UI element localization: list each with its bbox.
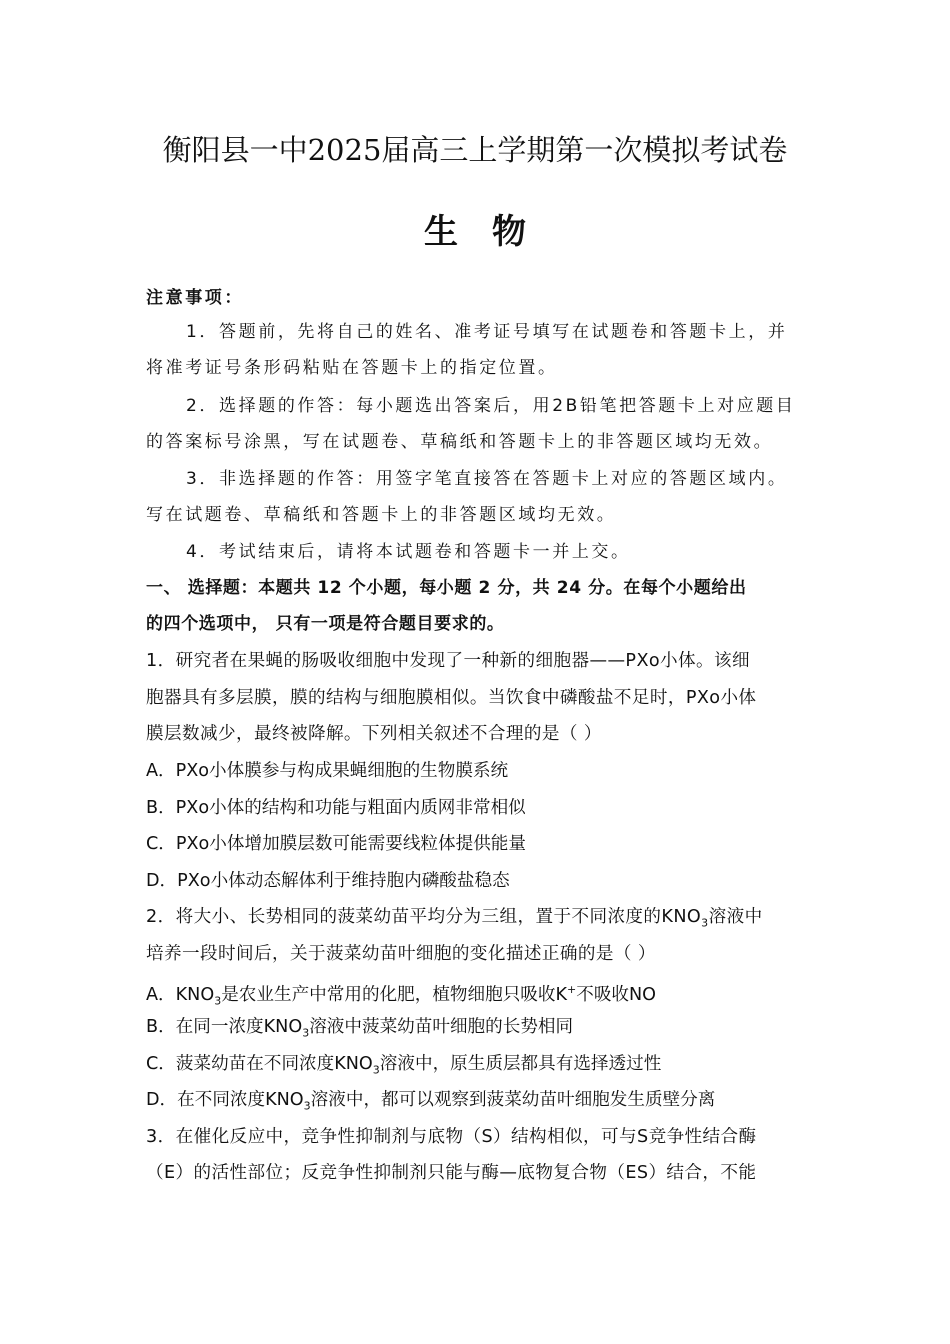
question-1-option-c: C．PXo小体增加膜层数可能需要线粒体提供能量 [146,834,526,854]
notice-item-3-line-2: 写在试题卷、草稿纸和答题卡上的非答题区域均无效。 [146,505,617,525]
question-2-option-b: B．在同一浓度$KNO_3$溶液中菠菜幼苗叶细胞的长势相同 [146,1017,574,1040]
question-2-line-2: 培养一段时间后，关于菠菜幼苗叶细胞的变化描述正确的是（ ） [146,944,656,964]
section-heading-line-1: 一、 选择题：本题共 12 个小题，每小题 2 分，共 24 分。在每个小题给出 [146,578,747,598]
question-2-kno3: $KNO_3$ [661,907,709,930]
notice-item-1-line-1: 1．答题前，先将自己的姓名、准考证号填写在试题卷和答题卡上，并 [186,322,788,342]
section-heading-line-2: 的四个选项中， 只有一项是符合题目要求的。 [146,614,505,634]
question-1-option-d: D．PXo小体动态解体利于维持胞内磷酸盐稳态 [146,871,510,891]
notice-item-1-line-2: 将准考证号条形码粘贴在答题卡上的指定位置。 [146,358,558,378]
notice-item-2-line-2: 的答案标号涂黑，写在试题卷、草稿纸和答题卡上的非答题区域均无效。 [146,432,774,452]
question-2-line-1-text: 2．将大小、长势相同的菠菜幼苗平均分为三组，置于不同浓度的 [146,907,662,927]
question-3-line-1: 3．在催化反应中，竞争性抑制剂与底物（S）结构相似，可与S竞争性结合酶 [146,1127,757,1147]
question-2-line-1-end: 溶液中 [708,907,763,927]
notice-item-2-line-1: 2．选择题的作答：每小题选出答案后，用2B铅笔把答题卡上对应题目 [186,396,796,416]
notice-item-3-line-1: 3．非选择题的作答：用签字笔直接答在答题卡上对应的答题区域内。 [186,469,788,489]
notice-item-4-line-1: 4．考试结束后，请将本试题卷和答题卡一并上交。 [186,542,631,562]
notice-label: 注意事项： [146,288,244,308]
exam-title: 衡阳县一中2025届高三上学期第一次模拟考试卷 [162,133,788,167]
question-2-option-a: A．$KNO_3$是农业生产中常用的化肥，植物细胞只吸收K+不吸收NO [146,983,657,1008]
question-2-option-c: C．菠菜幼苗在不同浓度$KNO_3$溶液中，原生质层都具有选择透过性 [146,1054,662,1077]
question-2-line-1 [146,905,810,936]
subject-title: 生物 [424,212,560,252]
question-1-line-3: 膜层数减少，最终被降解。下列相关叙述不合理的是（ ） [146,724,602,744]
question-1-option-b: B．PXo小体的结构和功能与粗面内质网非常相似 [146,798,526,818]
question-1-line-1: 1．研究者在果蝇的肠吸收细胞中发现了一种新的细胞器——PXo小体。该细 [146,651,751,671]
question-1-option-a: A．PXo小体膜参与构成果蝇细胞的生物膜系统 [146,761,509,781]
question-1-line-2: 胞器具有多层膜，膜的结构与细胞膜相似。当饮食中磷酸盐不足时，PXo小体 [146,688,757,708]
question-3-line-2: （E）的活性部位；反竞争性抑制剂只能与酶—底物复合物（ES）结合，不能 [146,1163,757,1183]
question-2-option-d: D．在不同浓度$KNO_3$溶液中，都可以观察到菠菜幼苗叶细胞发生质壁分离 [146,1090,716,1113]
